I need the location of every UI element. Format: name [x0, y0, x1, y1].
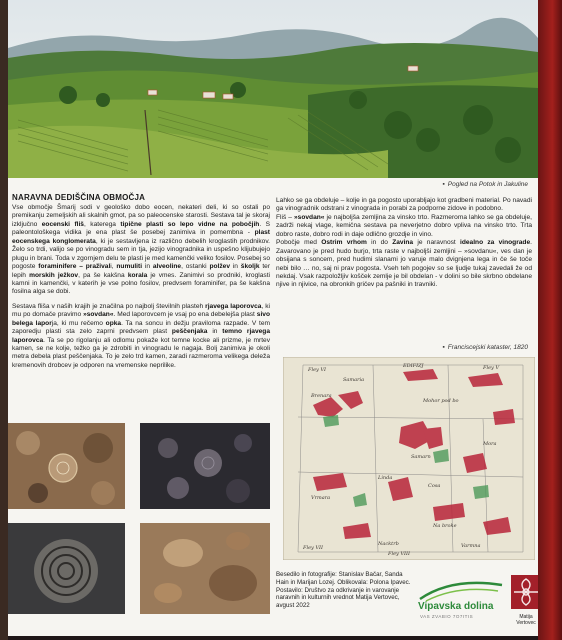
- text-run: . Ta na soncu in dežju praviloma razpade. V tem zaporedju plasti sta zelo zaprni predvsem plast: [12, 319, 271, 336]
- text-run: , ki mu po domače pravimo: [12, 302, 270, 319]
- section-title: NARAVNA DEDIŠČINA OBMOČJA: [12, 193, 146, 202]
- left-paragraph-2: [12, 303, 270, 371]
- cadastral-map: [283, 357, 535, 560]
- text-run: , ki je sestavljena iz različno debelih kroglastih prodnikov. Želo so trdi, valijo se po vinogradu sem in tja, jezijo vinogradnika in uspešno klijubujejo plugu in brani. Toda v zgornjem delu te plasti je med kamenčki veliko fosilov. Posebej so pogoste: [12, 237, 270, 271]
- vipavska-logo-text: Vipavska dolina: [418, 601, 494, 612]
- text-run: Vse območje Šmarij sodi v geološko dobo eocen, nekateri deli, ki so ostali po premikanju zemeljskih ali skalnih gmot, pa so paleocenske starosti. Sestava tal je skoraj izključno: [12, 204, 270, 228]
- map-label-fley-v: Fley V: [483, 365, 500, 371]
- text-run: je najboljša zemljina za vinsko trto. Razmeroma lahko se ga obdeluje, zadrži nekaj vlage, kemična sestava pa neverjetno dobro vpliva na vinsko trto. Trta dobro raste, dobro rodi in daje odlično grozdje in vino.: [276, 213, 532, 238]
- credits-text: Besedilo in fotografije: Stanislav Bačar, Sanda Hain in Marijan Lozej. Oblikovala: Polona Ipavec. Postavilo: Društvo za odkrivanje in varovanje naravnih in kulturnih vrednot Matija Vertovec, avgust 2022: [276, 571, 411, 609]
- map-label-samaria: Samaria: [343, 377, 365, 383]
- bold-term: alveoline: [152, 263, 182, 271]
- bold-term: »sovdan«: [294, 213, 325, 221]
- text-run: . Ta se po rigolanju ali odlomu pokaže kot temne kocke ali prizme, je mrtev kamen, se ne kolje, težko ga je zdrobiti in vinogradu le nagaja. Bolj zanimiva je okoli metra debela plast peščenjaka. To je zelo trd kamen, zaradi razmeroma velikega deleža kremenovih drobcev je odporen na vremenske neprilike.: [12, 336, 270, 369]
- info-board: [8, 0, 538, 636]
- map-label-fley-viii: Fley VIII: [388, 551, 410, 557]
- text-run: , pa še kakšna: [78, 271, 128, 279]
- bold-term: temno rjavega laporovca: [12, 328, 270, 344]
- bold-term: školjk: [240, 263, 260, 271]
- bold-term: rjavega laporovca: [205, 302, 262, 310]
- text-run: Pobočje med: [276, 239, 322, 247]
- bold-term: foraminifere – pražival: [38, 263, 111, 271]
- text-run: . Zavarovano je pred hudo burjo, trta raste v najboljši zemljini – »sovdanu«, ves dan je obsijana s soncem, pred hudimi slanami jo varuje malo dvignjena lega in če še toče nebi bilo … no, saj ni prav pogosta. Vseh teh pogojev so se ljudje tukaj zavedali že od nekdaj. Vsak razpoložljiv košček zemlje je bil obdelan - v dolini so bile skrbno obdelane njive in njivice, na obronkih gričev pa pašniki in travniki.: [276, 239, 532, 289]
- bold-term: polžev: [209, 263, 230, 271]
- text-run: je naravnost: [413, 239, 461, 247]
- matija-vertovec-logo: [510, 574, 538, 632]
- fossil-photo-grid: [8, 423, 270, 614]
- map-label-vrmara: Vrmara: [311, 495, 331, 501]
- board-frame-left: [0, 0, 8, 640]
- text-run: in: [207, 328, 223, 336]
- map-label-samarn: Samarn: [411, 454, 431, 460]
- map-caption: ▪ Franciscejski kataster, 1820: [442, 344, 528, 351]
- left-text-column: [12, 204, 270, 376]
- bold-term: peščenjaka: [171, 328, 208, 336]
- right-paragraph-1: [276, 197, 532, 214]
- text-run: ter lepih: [12, 263, 271, 279]
- vipavska-dolina-logo: [412, 575, 508, 633]
- text-run: , ostanki: [181, 263, 210, 271]
- board-frame-right: [538, 0, 562, 640]
- text-run: . Med laporovcem je vsaj po ena debelejša plast: [113, 311, 257, 319]
- text-run: in: [230, 263, 241, 271]
- bold-term: sivo belega lapor: [12, 311, 270, 327]
- bold-term: Zavina: [392, 239, 414, 247]
- fossil-photo-sea-urchin: [140, 523, 270, 614]
- fossil-photo-conglomerate: [8, 423, 125, 509]
- fossil-photo-ammonite: [8, 523, 125, 614]
- right-paragraph-2: [276, 214, 532, 239]
- map-label-nacktrb: Nacktrb: [378, 541, 399, 547]
- bold-term: numuliti: [116, 263, 143, 271]
- fossil-photo-foraminifera: [140, 423, 270, 509]
- panorama-caption: ▪ Pogled na Potok in Jakuline: [442, 181, 528, 188]
- bold-term: idealno za vinograde: [460, 239, 531, 247]
- map-label-linda: Linda: [378, 475, 393, 481]
- left-paragraph-1: [12, 204, 270, 297]
- map-label-na-broke: Na broke: [433, 523, 457, 529]
- text-run: i,: [110, 263, 117, 271]
- map-label-fley-vi: Fley VI: [308, 367, 327, 373]
- map-label-mohor: Mohor pod bo: [423, 398, 459, 404]
- text-run: . S paleontološkega vidika je ena plast še posebej zanimiva in pomembna -: [12, 220, 271, 237]
- bold-term: eocenski fliš: [41, 220, 84, 228]
- ornament-icon: [510, 574, 538, 610]
- bold-term: »sovdan«: [83, 311, 114, 319]
- text-run: Fliš –: [276, 213, 295, 221]
- bold-term: opka: [105, 319, 122, 327]
- bold-term: tipične plasti so lepo vidne na pobočjih: [120, 220, 260, 228]
- text-run: Sestava fliša v naših krajih je značilna po najbolj številnih plasteh: [12, 302, 206, 310]
- text-run: in: [142, 263, 153, 271]
- text-run: , katerega: [83, 220, 121, 228]
- map-label-varmna: Varmna: [461, 543, 481, 549]
- right-text-column: [276, 197, 532, 296]
- text-run: Lahko se ga obdeluje – kolje in ga pogosto uporabljajo kot gradbeni material. Po navadi ga vinogradnik odstrani z vinograda in porabi za podporne zidove in podobno.: [276, 197, 532, 213]
- vipavska-logo-subtext: VAS ZVABIO 7O7ITIS: [420, 614, 474, 619]
- map-label-fley-vii: Fley VII: [303, 545, 324, 551]
- bold-term: korala: [127, 271, 148, 279]
- text-run: in do: [366, 239, 393, 247]
- bold-term: morskih ježkov: [29, 271, 79, 279]
- bold-term: Ostrim vrhom: [321, 239, 367, 247]
- vineyard-panorama-photo: [8, 0, 538, 178]
- map-label-brenara: Brenara: [311, 393, 332, 399]
- map-label-cosa: Cosa: [428, 483, 441, 489]
- map-label-mora: Mora: [483, 441, 497, 447]
- text-run: ja, ki mu rečemo: [51, 319, 106, 327]
- matija-vertovec-logo-text: Matija Vertovec: [516, 614, 536, 626]
- bold-term: plast eocenskega konglomerata: [12, 229, 270, 245]
- text-run: je vmes. Zanimivi so prodniki, kroglasti kamni in kamenčki, v katerih je vse polno fosilov, predvsem foraminifer, pa še kakšna fosilna alga se dobi.: [12, 271, 270, 296]
- right-paragraph-3: [276, 239, 532, 290]
- map-label-edifizj: EDIFIZJ: [403, 363, 424, 369]
